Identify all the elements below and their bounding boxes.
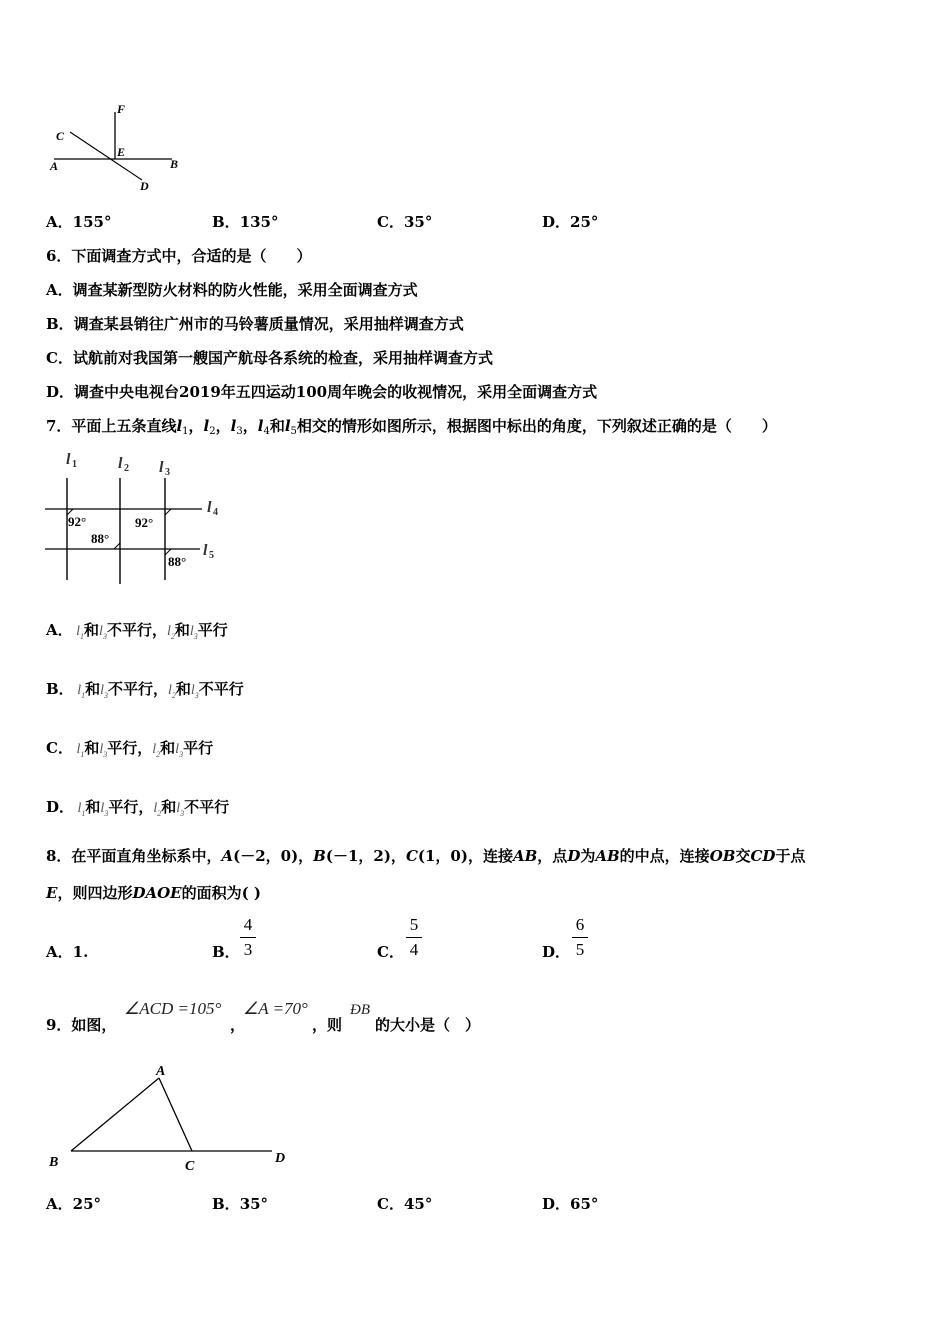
q8-option-d-fraction: 6 5 (572, 915, 588, 960)
svg-text:4: 4 (213, 507, 218, 518)
q7-angle-4: 88° (168, 554, 187, 569)
q9-stem-prefix: 9．如图， (46, 1016, 117, 1034)
q5-option-b-text: 135° (239, 213, 279, 231)
q5-label-a: A (50, 159, 59, 173)
svg-text:3: 3 (165, 467, 170, 478)
q6-option-b[interactable]: B．调查某县销往广州市的马铃薯质量情况，采用抽样调查方式 (46, 315, 464, 333)
q7-figure (40, 448, 240, 588)
q5-label-d: D (140, 179, 149, 193)
q9-option-a[interactable]: A．25° (46, 1195, 102, 1213)
q9-figure (40, 1058, 310, 1178)
q9-label-d: D (275, 1151, 286, 1166)
svg-text:1: 1 (72, 459, 77, 470)
q9-formula-acd: ∠ACD =105° (124, 999, 222, 1018)
q7-option-c[interactable]: C． $l_1$和$l_3$平行，$l_2$和$l_3$平行 (46, 739, 214, 759)
q5-option-d[interactable]: D．25° (542, 213, 599, 231)
q9-option-d[interactable]: D．65° (542, 1195, 599, 1213)
q9-angle-b: ÐB (350, 1002, 370, 1018)
q5-label-f: F (117, 102, 126, 116)
q5-label-c: C (56, 129, 65, 143)
q7-label-l1: l (66, 451, 71, 468)
q8-stem-line2: E，则四边形DAOE的面积为( ) (46, 884, 262, 902)
q5-figure (44, 100, 194, 195)
q7-label-l2: l (118, 455, 123, 472)
q5-label-b: B (170, 157, 179, 171)
svg-text:5: 5 (209, 550, 214, 561)
q5-option-b[interactable]: B．135° (212, 213, 279, 231)
q5-option-c-text: 35° (403, 213, 433, 231)
q9-option-c[interactable]: C．45° (377, 1195, 433, 1213)
q8-option-c-fraction: 5 4 (406, 915, 422, 960)
q6-option-d[interactable]: D．调查中央电视台2019年五四运动100周年晚会的收视情况，采用全面调查方式 (46, 383, 598, 401)
q7-option-b[interactable]: B． $l_1$和$l_3$不平行，$l_2$和$l_3$不平行 (46, 680, 244, 700)
q7-label-l3: l (159, 459, 164, 476)
q7-angle-1: 92° (68, 514, 87, 529)
q6-stem: 6．下面调查方式中，合适的是（ ） (46, 247, 312, 265)
q7-angle-3: 92° (135, 515, 154, 530)
q8-option-c[interactable]: C． (377, 943, 404, 961)
q9-formula-a: ∠A =70° (243, 999, 308, 1018)
q9-option-b[interactable]: B．35° (212, 1195, 269, 1213)
q5-option-d-text: 25° (570, 213, 599, 231)
q8-option-b-fraction: 4 3 (240, 915, 256, 960)
q5-option-a[interactable]: A．155° (46, 213, 112, 231)
q8-option-b[interactable]: B． (212, 943, 240, 961)
q6-option-a[interactable]: A．调查某新型防火材料的防火性能，采用全面调查方式 (46, 281, 418, 299)
q9-label-c: C (185, 1159, 195, 1174)
q8-option-a[interactable]: A．1. (46, 943, 89, 961)
q7-angle-2: 88° (91, 531, 110, 546)
q9-label-b: B (49, 1155, 59, 1170)
q5-option-c[interactable]: C．35° (377, 213, 433, 231)
q9-label-a: A (156, 1064, 166, 1079)
q9-stem-suffix: 的大小是（ ） (375, 1016, 481, 1034)
q7-option-d[interactable]: D． $l_1$和$l_3$平行，$l_2$和$l_3$不平行 (46, 798, 230, 818)
q8-stem-line1: 8．在平面直角坐标系中，A(－2，0)，B(－1，2)，C(1，0)，连接AB，点D为AB的中点，连接OB交CD于点 (46, 847, 806, 865)
svg-text:2: 2 (124, 463, 129, 474)
q5-option-a-text: 155° (72, 213, 112, 231)
q7-label-l4: l (207, 499, 212, 516)
q7-option-a[interactable]: A． $l_1$和$l_3$不平行，$l_2$和$l_3$平行 (46, 621, 228, 641)
q5-label-e: E (117, 145, 126, 159)
q8-option-d[interactable]: D． (542, 943, 571, 961)
q7-stem: 7．平面上五条直线$l_1$，$l_2$，$l_3$，$l_4$和$l_5$相交的情形如图所示，根据图中标出的角度，下列叙述正确的是（ ） (46, 417, 777, 437)
q7-label-l5: l (203, 542, 208, 559)
q6-option-c[interactable]: C．试航前对我国第一艘国产航母各系统的检查，采用抽样调查方式 (46, 349, 493, 367)
